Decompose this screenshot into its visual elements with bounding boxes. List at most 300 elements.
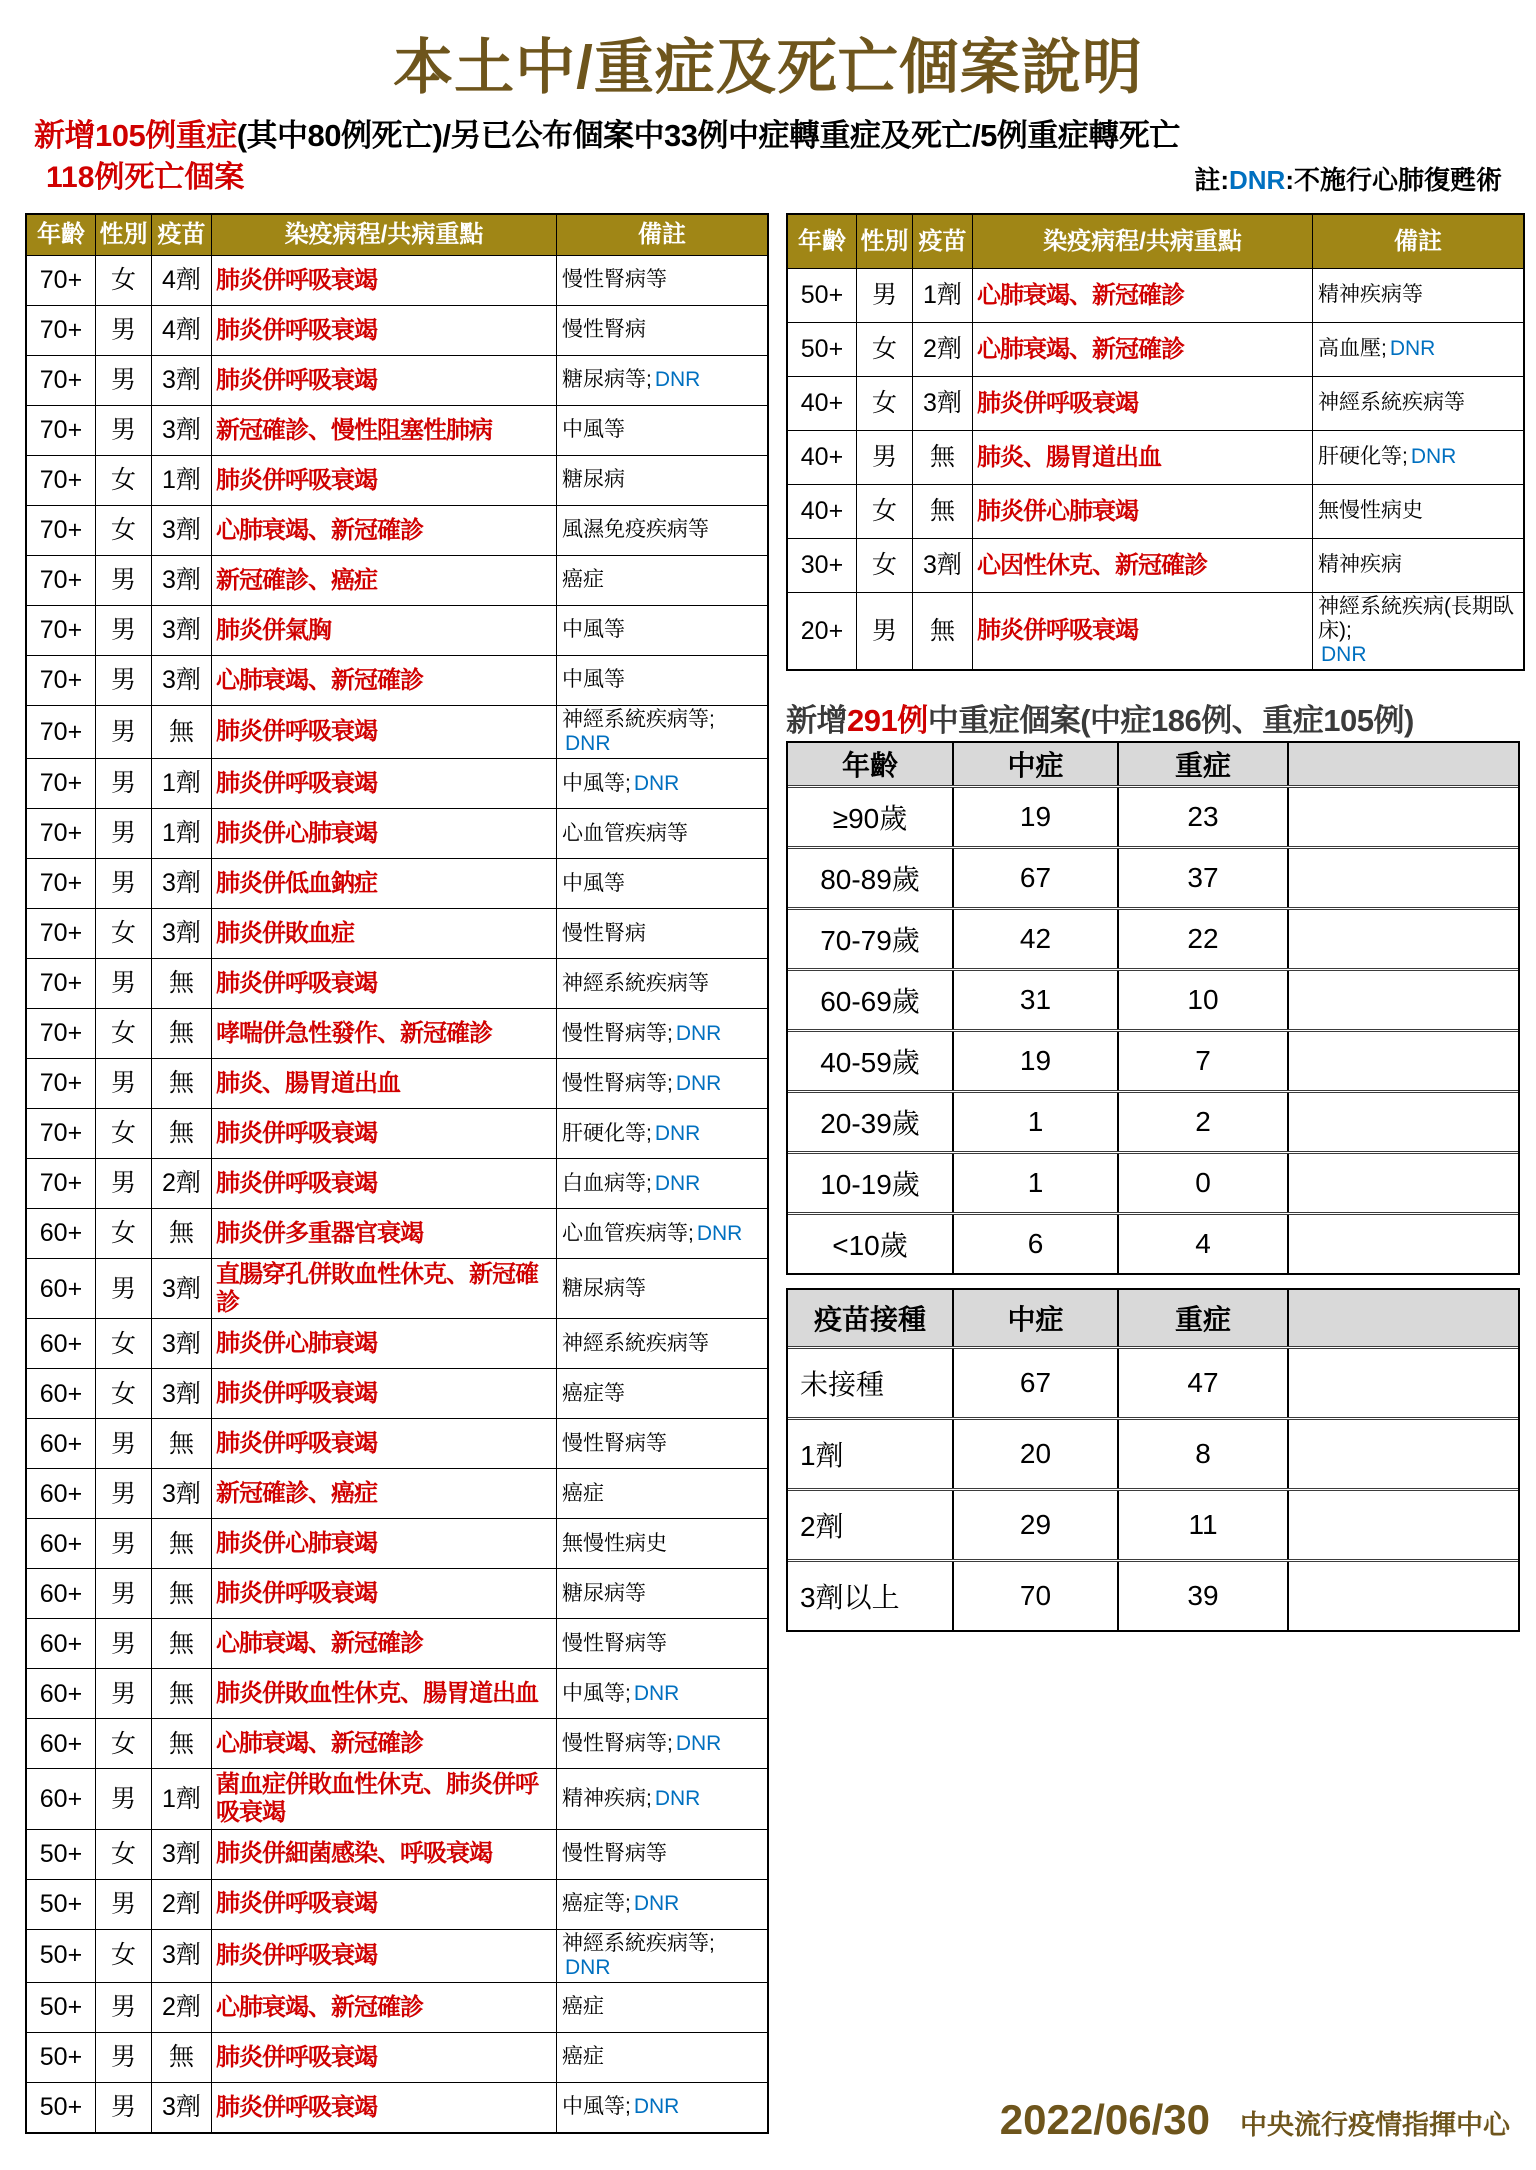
- stat-label-cell: ≥90歲: [832, 803, 908, 834]
- stat-value-cell: 2: [1117, 1093, 1287, 1151]
- stat-row: [788, 1151, 1518, 1212]
- column-header: 性別: [856, 215, 912, 268]
- course-cell: 肺炎併呼吸衰竭: [211, 2083, 556, 2132]
- case-row: [788, 592, 1523, 669]
- note-cell: 癌症: [556, 1983, 767, 2032]
- case-row: [27, 705, 767, 758]
- sex-cell: 男: [95, 556, 151, 605]
- note-cell: 癌症: [556, 556, 767, 605]
- severity-title-suffix: 中重症個案(中症186例、重症105例): [927, 703, 1414, 738]
- sex-cell: 女: [95, 1719, 151, 1768]
- stat-value-cell: 1: [952, 1154, 1117, 1212]
- stat-value-cell: 23: [1117, 788, 1287, 846]
- stat-column-header: 中症: [952, 743, 1117, 785]
- sex-cell: 男: [95, 1419, 151, 1468]
- stat-column-header: 疫苗接種: [813, 1304, 926, 1335]
- note-suffix: :不施行心肺復甦術: [1285, 165, 1502, 195]
- age-cell: 70+: [39, 969, 83, 998]
- case-row: [27, 405, 767, 455]
- age-cell: 60+: [39, 1329, 83, 1358]
- note-cell: 神經系統疾病等: [556, 1319, 767, 1368]
- stat-label-cell: 1劑: [800, 1440, 844, 1471]
- dnr-label: DNR: [1389, 337, 1436, 361]
- age-cell: 60+: [39, 1429, 83, 1458]
- stat-label-cell: 未接種: [800, 1369, 885, 1400]
- stat-value-cell: 19: [952, 1032, 1117, 1090]
- vaccine-cell: 4劑: [151, 256, 211, 305]
- vaccine-cell: 2劑: [151, 1159, 211, 1208]
- stat-value-cell: 37: [1117, 849, 1287, 907]
- sex-cell: 男: [95, 1569, 151, 1618]
- case-row: [788, 376, 1523, 430]
- course-cell: 新冠確診、慢性阻塞性肺病: [211, 406, 556, 455]
- note-cell: 中風等: [556, 406, 767, 455]
- vaccine-cell: 無: [151, 1009, 211, 1058]
- sex-cell: 男: [95, 2033, 151, 2082]
- stat-value-cell: 70: [952, 1562, 1117, 1630]
- case-row: [27, 758, 767, 808]
- vaccine-cell: 無: [151, 2033, 211, 2082]
- age-cell: 50+: [39, 2093, 83, 2122]
- age-cell: 70+: [39, 1019, 83, 1048]
- vaccine-cell: 3劑: [912, 377, 972, 430]
- vaccine-cell: 3劑: [151, 1830, 211, 1879]
- note-cell: 精神疾病; DNR: [556, 1769, 767, 1828]
- empty-cell: [1287, 1420, 1518, 1488]
- column-header: 備註: [556, 215, 767, 255]
- course-cell: 肺炎併低血鈉症: [211, 859, 556, 908]
- case-row: [27, 1368, 767, 1418]
- note-cell: 無慢性病史: [556, 1519, 767, 1568]
- course-cell: 肺炎併呼吸衰竭: [211, 1109, 556, 1158]
- note-cell: 中風等; DNR: [556, 759, 767, 808]
- vaccine-cell: 3劑: [151, 406, 211, 455]
- age-cell: 40+: [800, 389, 844, 418]
- sex-cell: 女: [95, 1369, 151, 1418]
- empty-cell: [1287, 788, 1518, 846]
- dnr-label: DNR: [654, 1171, 701, 1195]
- note-cell: 風濕免疫疾病等: [556, 506, 767, 555]
- course-cell: 肺炎併氣胸: [211, 606, 556, 655]
- note-cell: 精神疾病: [1312, 539, 1523, 592]
- case-row: [788, 538, 1523, 592]
- course-cell: 肺炎、腸胃道出血: [972, 431, 1312, 484]
- page-title: 本土中/重症及死亡個案說明: [393, 34, 1143, 101]
- age-cell: 70+: [39, 516, 83, 545]
- note-cell: 神經系統疾病等; DNR: [556, 706, 767, 758]
- case-row: [27, 2032, 767, 2082]
- severity-section-title: [786, 695, 1414, 740]
- age-cell: 50+: [39, 1839, 83, 1868]
- note-cell: 慢性腎病等; DNR: [556, 1009, 767, 1058]
- sex-cell: 女: [95, 1930, 151, 1982]
- footer: [1000, 2096, 1510, 2144]
- case-row: [27, 1982, 767, 2032]
- sex-cell: 女: [856, 539, 912, 592]
- sex-cell: 男: [95, 959, 151, 1008]
- stat-label-cell: 3劑以上: [800, 1582, 900, 1613]
- note-cell: 高血壓; DNR: [1312, 323, 1523, 376]
- course-cell: 肺炎併呼吸衰竭: [211, 1419, 556, 1468]
- severity-title-count: 291例: [847, 703, 928, 738]
- sex-cell: 女: [95, 909, 151, 958]
- age-cell: 70+: [39, 566, 83, 595]
- course-cell: 肺炎併呼吸衰竭: [211, 256, 556, 305]
- stat-value-cell: 11: [1117, 1491, 1287, 1559]
- course-cell: 肺炎併心肺衰竭: [211, 1319, 556, 1368]
- case-row: [27, 2082, 767, 2132]
- stat-column-header: 年齡: [841, 750, 898, 781]
- stat-value-cell: 7: [1117, 1032, 1287, 1090]
- death-cases-table-right: [786, 213, 1525, 671]
- note-cell: 慢性腎病: [556, 306, 767, 355]
- stat-value-cell: 6: [952, 1215, 1117, 1273]
- course-cell: 新冠確診、癌症: [211, 1469, 556, 1518]
- vaccine-cell: 4劑: [151, 306, 211, 355]
- age-cell: 70+: [39, 316, 83, 345]
- case-row: [27, 1008, 767, 1058]
- vaccine-cell: 3劑: [151, 556, 211, 605]
- sex-cell: 女: [95, 456, 151, 505]
- age-cell: 70+: [39, 1169, 83, 1198]
- stat-header-row: [788, 743, 1518, 785]
- vaccine-cell: 無: [912, 593, 972, 669]
- case-row: [27, 655, 767, 705]
- case-row: [788, 268, 1523, 322]
- stat-value-cell: 47: [1117, 1349, 1287, 1417]
- case-row: [27, 858, 767, 908]
- case-row: [27, 1768, 767, 1828]
- sex-cell: 女: [95, 1109, 151, 1158]
- age-cell: 60+: [39, 1219, 83, 1248]
- case-row: [788, 430, 1523, 484]
- dnr-label: DNR: [633, 2095, 680, 2119]
- stat-label-cell: 2劑: [800, 1511, 844, 1542]
- vaccine-cell: 1劑: [151, 809, 211, 858]
- stat-value-cell: 39: [1117, 1562, 1287, 1630]
- age-cell: 70+: [39, 717, 83, 746]
- age-cell: 50+: [800, 335, 844, 364]
- dnr-label: DNR: [654, 1121, 701, 1145]
- case-row: [27, 808, 767, 858]
- sex-cell: 男: [95, 2083, 151, 2132]
- note-cell: 慢性腎病等: [556, 1419, 767, 1468]
- age-severity-table: [786, 741, 1520, 1275]
- course-cell: 心肺衰竭、新冠確診: [972, 269, 1312, 322]
- note-cell: 中風等: [556, 859, 767, 908]
- course-cell: 肺炎併呼吸衰竭: [972, 377, 1312, 430]
- vaccine-cell: 3劑: [151, 1369, 211, 1418]
- vaccine-cell: 3劑: [151, 506, 211, 555]
- stat-value-cell: 67: [952, 849, 1117, 907]
- sex-cell: 男: [95, 406, 151, 455]
- vaccine-cell: 3劑: [151, 1319, 211, 1368]
- stat-label-cell: 80-89歲: [820, 864, 920, 895]
- death-count-line: 118例死亡個案: [46, 161, 245, 194]
- case-row: [27, 1668, 767, 1718]
- course-cell: 心肺衰竭、新冠確診: [211, 1983, 556, 2032]
- empty-cell: [1287, 1032, 1518, 1090]
- dnr-label: DNR: [654, 368, 701, 392]
- stat-value-cell: 42: [952, 910, 1117, 968]
- empty-cell: [1287, 1349, 1518, 1417]
- note-cell: 神經系統疾病等: [1312, 377, 1523, 430]
- case-row: [27, 605, 767, 655]
- age-cell: 60+: [39, 1274, 83, 1303]
- note-cell: 神經系統疾病等; DNR: [556, 1930, 767, 1982]
- note-cell: 無慢性病史: [1312, 485, 1523, 538]
- note-cell: 慢性腎病等: [556, 256, 767, 305]
- vaccine-cell: 2劑: [912, 323, 972, 376]
- note-cell: 慢性腎病等: [556, 1830, 767, 1879]
- stat-row: [788, 968, 1518, 1029]
- age-cell: 70+: [39, 466, 83, 495]
- vaccine-cell: 2劑: [151, 1880, 211, 1929]
- note-cell: 中風等: [556, 656, 767, 705]
- vaccine-cell: 無: [151, 1419, 211, 1468]
- footer-org: 中央流行疫情指揮中心: [1240, 2110, 1510, 2140]
- age-cell: 60+: [39, 1679, 83, 1708]
- course-cell: 心因性休克、新冠確診: [972, 539, 1312, 592]
- sex-cell: 男: [95, 1159, 151, 1208]
- vaccine-cell: 3劑: [151, 606, 211, 655]
- sex-cell: 男: [95, 1983, 151, 2032]
- vaccine-severity-table: [786, 1288, 1520, 1632]
- stat-value-cell: 20: [952, 1420, 1117, 1488]
- stat-row: [788, 1090, 1518, 1151]
- note-cell: 癌症: [556, 1469, 767, 1518]
- course-cell: 肺炎併心肺衰竭: [211, 1519, 556, 1568]
- vaccine-cell: 3劑: [151, 1469, 211, 1518]
- empty-cell: [1287, 971, 1518, 1029]
- note-cell: 癌症等; DNR: [556, 1880, 767, 1929]
- sex-cell: 男: [856, 593, 912, 669]
- note-prefix: 註:: [1194, 165, 1229, 195]
- case-row: [27, 1568, 767, 1618]
- case-row: [788, 484, 1523, 538]
- course-cell: 肺炎併呼吸衰竭: [211, 1159, 556, 1208]
- stat-row: [788, 846, 1518, 907]
- age-cell: 60+: [39, 1784, 83, 1813]
- stat-label-cell: 20-39歲: [820, 1108, 920, 1139]
- course-cell: 肺炎併敗血症: [211, 909, 556, 958]
- course-cell: 肺炎併心肺衰竭: [211, 809, 556, 858]
- vaccine-cell: 無: [151, 1619, 211, 1668]
- age-cell: 70+: [39, 1069, 83, 1098]
- sex-cell: 男: [856, 269, 912, 322]
- note-cell: 糖尿病等: [556, 1259, 767, 1318]
- note-cell: 心血管疾病等; DNR: [556, 1209, 767, 1258]
- vaccine-cell: 無: [151, 1569, 211, 1618]
- age-cell: 60+: [39, 1379, 83, 1408]
- sex-cell: 男: [95, 706, 151, 758]
- sex-cell: 女: [95, 1009, 151, 1058]
- column-header: 染疫病程/共病重點: [972, 215, 1312, 268]
- course-cell: 肺炎併呼吸衰竭: [211, 306, 556, 355]
- sex-cell: 女: [95, 1209, 151, 1258]
- sex-cell: 男: [95, 356, 151, 405]
- note-cell: 糖尿病: [556, 456, 767, 505]
- age-cell: 60+: [39, 1629, 83, 1658]
- note-cell: 白血病等; DNR: [556, 1159, 767, 1208]
- footer-date: 2022/06/30: [999, 2096, 1210, 2143]
- sex-cell: 男: [95, 809, 151, 858]
- case-row: [27, 1058, 767, 1108]
- empty-cell: [1287, 1562, 1518, 1630]
- course-cell: 肺炎併呼吸衰竭: [211, 356, 556, 405]
- case-row: [27, 355, 767, 405]
- course-cell: 肺炎併細菌感染、呼吸衰竭: [211, 1830, 556, 1879]
- vaccine-cell: 無: [151, 959, 211, 1008]
- course-cell: 肺炎併呼吸衰竭: [211, 959, 556, 1008]
- vaccine-cell: 3劑: [151, 356, 211, 405]
- age-cell: 70+: [39, 869, 83, 898]
- subtitle-rest: (其中80例死亡)/另已公布個案中33例中症轉重症及死亡/5例重症轉死亡: [236, 118, 1180, 153]
- dnr-label: DNR: [675, 1071, 722, 1095]
- age-cell: 70+: [39, 1119, 83, 1148]
- sex-cell: 男: [95, 606, 151, 655]
- stat-row: [788, 785, 1518, 846]
- case-row: [27, 1618, 767, 1668]
- course-cell: 肺炎併呼吸衰竭: [211, 2033, 556, 2082]
- empty-cell: [1287, 849, 1518, 907]
- vaccine-cell: 無: [912, 431, 972, 484]
- note-cell: 神經系統疾病等: [556, 959, 767, 1008]
- sex-cell: 男: [95, 759, 151, 808]
- column-header: 疫苗: [151, 215, 211, 255]
- case-row: [27, 1318, 767, 1368]
- course-cell: 肺炎併呼吸衰竭: [211, 1569, 556, 1618]
- sex-cell: 女: [856, 485, 912, 538]
- stat-value-cell: 10: [1117, 971, 1287, 1029]
- sex-cell: 男: [95, 1059, 151, 1108]
- sex-cell: 男: [95, 1669, 151, 1718]
- vaccine-cell: 無: [151, 1719, 211, 1768]
- age-cell: 60+: [39, 1579, 83, 1608]
- vaccine-cell: 1劑: [912, 269, 972, 322]
- age-cell: 20+: [800, 616, 844, 645]
- column-header: 年齡: [798, 227, 846, 255]
- stat-row: [788, 1212, 1518, 1273]
- stat-value-cell: 22: [1117, 910, 1287, 968]
- dnr-label: DNR: [633, 771, 680, 795]
- stat-value-cell: 8: [1117, 1420, 1287, 1488]
- empty-cell: [1287, 1491, 1518, 1559]
- sex-cell: 男: [95, 1469, 151, 1518]
- note-cell: 肝硬化等; DNR: [1312, 431, 1523, 484]
- stat-label-cell: 10-19歲: [820, 1169, 920, 1200]
- age-cell: 40+: [800, 443, 844, 472]
- course-cell: 肺炎、腸胃道出血: [211, 1059, 556, 1108]
- course-cell: 肺炎併呼吸衰竭: [211, 1369, 556, 1418]
- age-cell: 60+: [39, 1729, 83, 1758]
- sex-cell: 女: [95, 1319, 151, 1368]
- vaccine-cell: 1劑: [151, 759, 211, 808]
- case-row: [27, 255, 767, 305]
- stat-value-cell: 1: [952, 1093, 1117, 1151]
- course-cell: 肺炎併呼吸衰竭: [972, 593, 1312, 669]
- case-row: [27, 1879, 767, 1929]
- note-cell: 慢性腎病等; DNR: [556, 1719, 767, 1768]
- sex-cell: 女: [856, 377, 912, 430]
- vaccine-cell: 3劑: [912, 539, 972, 592]
- course-cell: 心肺衰竭、新冠確診: [211, 506, 556, 555]
- note-cell: 慢性腎病等: [556, 1619, 767, 1668]
- vaccine-cell: 無: [151, 1519, 211, 1568]
- sex-cell: 男: [856, 431, 912, 484]
- column-header: 性別: [95, 215, 151, 255]
- stat-value-cell: 0: [1117, 1154, 1287, 1212]
- note-cell: 肝硬化等; DNR: [556, 1109, 767, 1158]
- course-cell: 肺炎併敗血性休克、腸胃道出血: [211, 1669, 556, 1718]
- column-header: 染疫病程/共病重點: [211, 215, 556, 255]
- subtitle-highlight: 新增105例重症: [34, 118, 237, 153]
- note-cell: 癌症: [556, 2033, 767, 2082]
- stat-value-cell: 31: [952, 971, 1117, 1029]
- case-row: [27, 1108, 767, 1158]
- age-cell: 50+: [39, 1941, 83, 1970]
- sex-cell: 男: [95, 1519, 151, 1568]
- age-cell: 60+: [39, 1529, 83, 1558]
- stat-column-header: 重症: [1117, 743, 1287, 785]
- course-cell: 肺炎併呼吸衰竭: [211, 1880, 556, 1929]
- dnr-label: DNR: [565, 1955, 611, 1979]
- age-cell: 70+: [39, 266, 83, 295]
- stat-row: [788, 1559, 1518, 1630]
- stat-label-cell: <10歲: [832, 1230, 908, 1261]
- stat-header-row: [788, 1290, 1518, 1346]
- note-cell: 糖尿病等: [556, 1569, 767, 1618]
- dnr-label: DNR: [654, 1786, 701, 1810]
- stat-row: [788, 907, 1518, 968]
- sex-cell: 女: [95, 1830, 151, 1879]
- course-cell: 心肺衰竭、新冠確診: [211, 1719, 556, 1768]
- case-row: [27, 1718, 767, 1768]
- vaccine-cell: 3劑: [151, 1259, 211, 1318]
- case-table-header-row: [27, 215, 767, 255]
- course-cell: 心肺衰竭、新冠確診: [211, 1619, 556, 1668]
- dnr-label: DNR: [675, 1021, 722, 1045]
- stat-value-cell: 19: [952, 788, 1117, 846]
- course-cell: 肺炎併呼吸衰竭: [211, 759, 556, 808]
- note-cell: 中風等; DNR: [556, 1669, 767, 1718]
- case-row: [27, 1208, 767, 1258]
- case-row: [27, 455, 767, 505]
- stat-row: [788, 1488, 1518, 1559]
- note-cell: 精神疾病等: [1312, 269, 1523, 322]
- stat-row: [788, 1417, 1518, 1488]
- note-cell: 糖尿病等; DNR: [556, 356, 767, 405]
- note-cell: 心血管疾病等: [556, 809, 767, 858]
- age-cell: 70+: [39, 819, 83, 848]
- course-cell: 哮喘併急性發作、新冠確診: [211, 1009, 556, 1058]
- vaccine-cell: 3劑: [151, 1930, 211, 1982]
- note-cell: 中風等: [556, 606, 767, 655]
- course-cell: 肺炎併多重器官衰竭: [211, 1209, 556, 1258]
- sex-cell: 男: [95, 306, 151, 355]
- dnr-label: DNR: [633, 1681, 680, 1705]
- empty-cell: [1287, 1093, 1518, 1151]
- age-cell: 30+: [800, 551, 844, 580]
- sex-cell: 男: [95, 859, 151, 908]
- vaccine-cell: 3劑: [151, 859, 211, 908]
- case-table-header-row: [788, 215, 1523, 268]
- note-dnr: DNR: [1228, 165, 1286, 195]
- empty-cell: [1287, 910, 1518, 968]
- stat-value-cell: 29: [952, 1491, 1117, 1559]
- stat-label-cell: 60-69歲: [820, 986, 920, 1017]
- age-cell: 40+: [800, 497, 844, 526]
